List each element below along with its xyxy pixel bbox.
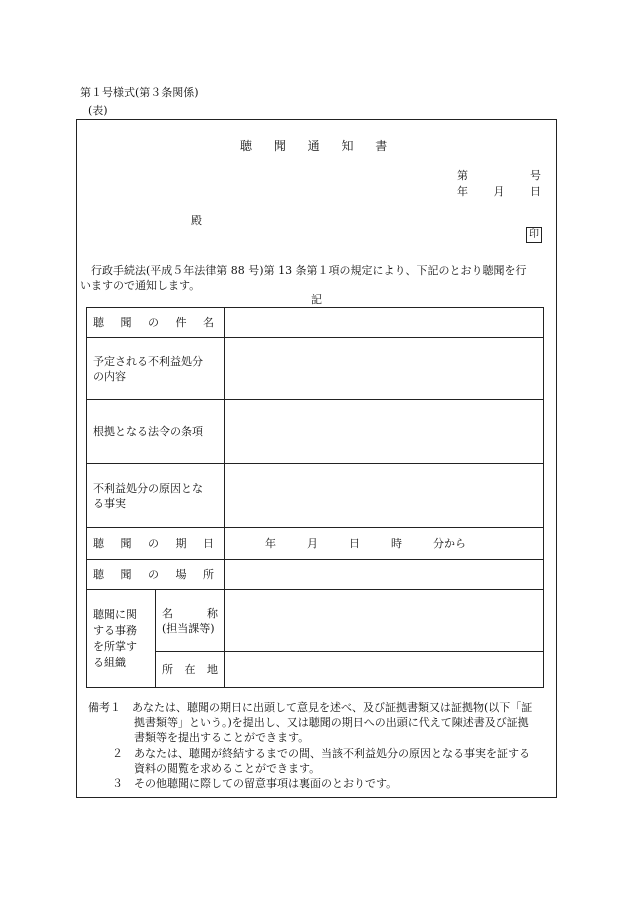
seal-mark: 印 xyxy=(526,227,542,243)
hearing-hour: 時 xyxy=(391,537,402,550)
body-text-line-2: いますので通知します。 xyxy=(80,279,201,292)
hearing-date-label: 聴 聞 の 期 日 xyxy=(87,528,225,560)
body-text-line-1: 行政手続法(平成５年法律第 88 号)第 13 条第１項の規定により、下記のとおり聴聞を行 xyxy=(80,264,527,277)
note-2-line-1: ２ あなたは、聴聞が終結するまでの間、当該不利益処分の原因となる事実を証する xyxy=(112,747,530,760)
hearing-year: 年 xyxy=(265,537,276,550)
ki-label: 記 xyxy=(311,293,322,306)
hearing-place-field[interactable] xyxy=(225,560,544,590)
date-day: 日 xyxy=(530,185,541,198)
form-number: 第１号様式(第３条関係) xyxy=(80,86,199,99)
legal-basis-label: 根拠となる法令の条項 xyxy=(87,400,225,464)
note-1-line-2: 拠書類等」という。)を提出し、又は聴聞の期日への出頭に代えて陳述書及び証拠 xyxy=(134,716,529,729)
note-1-line-1: 備考１ あなたは、聴聞の期日に出頭して意見を述べ、及び証拠書類又は証拠物(以下「証 xyxy=(88,701,533,714)
disposition-content-label: 予定される不利益処分 の内容 xyxy=(87,338,225,400)
org-location-field[interactable] xyxy=(225,652,544,688)
note-2-line-2: 資料の閲覧を求めることができます。 xyxy=(134,762,321,775)
table-row xyxy=(87,590,544,652)
table-row xyxy=(87,338,544,400)
table-row xyxy=(87,308,544,338)
org-location-label: 所 在 地 xyxy=(156,652,225,688)
document-title: 聴 聞 通 知 書 xyxy=(240,139,388,153)
note-1-line-3: 書類等を提出することができます。 xyxy=(134,731,310,744)
cause-facts-field[interactable] xyxy=(225,464,544,528)
number-line xyxy=(457,167,541,183)
table-row xyxy=(87,528,544,560)
addressee-suffix: 殿 xyxy=(191,214,202,227)
org-name-field[interactable] xyxy=(225,590,544,652)
hearing-minute: 分から xyxy=(433,537,466,550)
case-name-label: 聴 聞 の 件 名 xyxy=(87,308,225,338)
number-prefix: 第 xyxy=(457,169,468,182)
hearing-place-label: 聴 聞 の 場 所 xyxy=(87,560,225,590)
hearing-day: 日 xyxy=(349,537,360,550)
org-name-label: 名 称 (担当課等) xyxy=(156,590,225,652)
number-suffix: 号 xyxy=(530,169,541,182)
case-name-field[interactable] xyxy=(225,308,544,338)
date-month: 月 xyxy=(493,185,505,198)
table-row xyxy=(87,464,544,528)
date-line xyxy=(457,183,541,199)
organization-label: 聴聞に関 する事務 を所掌す る組織 xyxy=(87,590,156,688)
notice-table xyxy=(86,307,544,688)
legal-basis-field[interactable] xyxy=(225,400,544,464)
side-label: (表) xyxy=(88,104,108,117)
hearing-month: 月 xyxy=(307,537,318,550)
table-row xyxy=(87,652,544,688)
hearing-date-field[interactable] xyxy=(225,528,544,560)
note-3-line-1: ３ その他聴聞に際しての留意事項は裏面のとおりです。 xyxy=(112,777,398,790)
date-year: 年 xyxy=(457,185,468,198)
table-row xyxy=(87,560,544,590)
cause-facts-label: 不利益処分の原因とな る事実 xyxy=(87,464,225,528)
disposition-content-field[interactable] xyxy=(225,338,544,400)
table-row xyxy=(87,400,544,464)
